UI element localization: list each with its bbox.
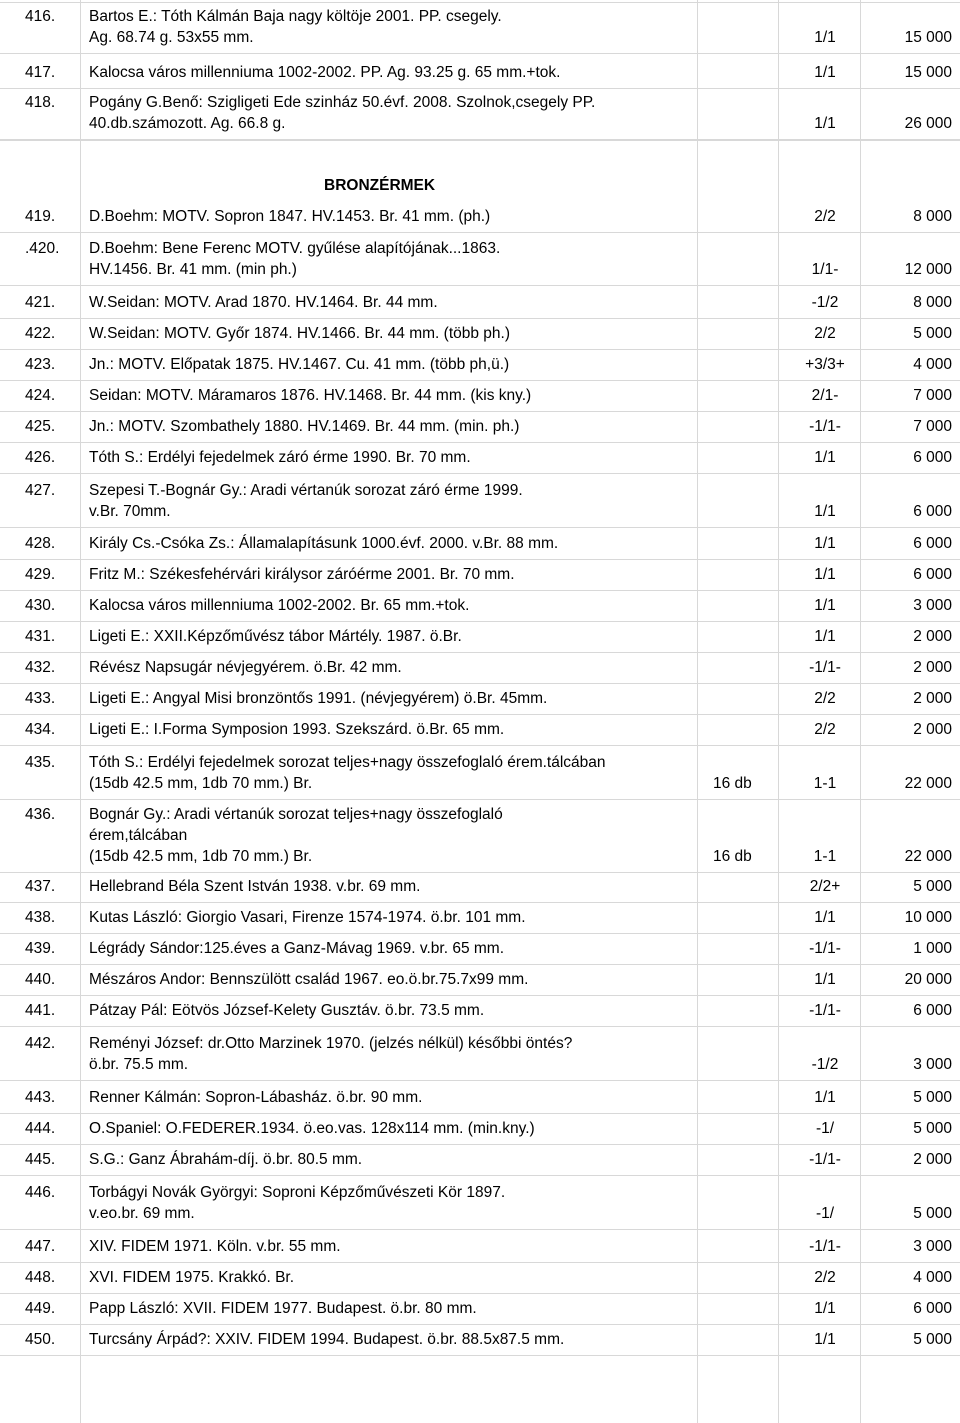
item-description: Tóth S.: Erdélyi fejedelmek sorozat teljes+nagy összefoglaló érem.tálcában xyxy=(89,754,606,771)
item-description: Reményi József: dr.Otto Marzinek 1970. (jelzés nélkül) későbbi öntés? xyxy=(89,1035,573,1052)
item-number: 426. xyxy=(25,449,56,466)
item-price: 6 000 xyxy=(913,566,952,583)
row-divider xyxy=(0,590,960,591)
item-description: Papp László: XVII. FIDEM 1977. Budapest. ö.br. 80 mm. xyxy=(89,1300,477,1317)
item-condition: 1/1 xyxy=(814,64,836,81)
row-divider xyxy=(0,380,960,381)
item-condition: 2/2 xyxy=(814,1269,836,1286)
item-number: 447. xyxy=(25,1238,56,1255)
row-divider xyxy=(0,1324,960,1325)
item-condition: 1/1 xyxy=(814,1331,836,1348)
item-condition: 2/2 xyxy=(814,721,836,738)
row-divider xyxy=(0,621,960,622)
item-number: 445. xyxy=(25,1151,56,1168)
item-price: 2 000 xyxy=(913,659,952,676)
item-description: Pogány G.Benő: Szigligeti Ede szinház 50.évf. 2008. Szolnok,csegely PP. xyxy=(89,94,596,111)
item-price: 8 000 xyxy=(913,294,952,311)
item-number: 421. xyxy=(25,294,56,311)
item-description: W.Seidan: MOTV. Győr 1874. HV.1466. Br. 44 mm. (több ph.) xyxy=(89,325,511,342)
row-divider xyxy=(0,232,960,233)
item-condition: 1/1 xyxy=(814,566,836,583)
item-description: S.G.: Ganz Ábrahám-díj. ö.br. 80.5 mm. xyxy=(89,1151,363,1168)
item-number: 431. xyxy=(25,628,56,645)
item-number: 417. xyxy=(25,64,56,81)
item-price: 2 000 xyxy=(913,690,952,707)
item-price: 2 000 xyxy=(913,1151,952,1168)
row-divider xyxy=(0,139,960,140)
item-description: Kalocsa város millenniuma 1002-2002. PP. Ag. 93.25 g. 65 mm.+tok. xyxy=(89,64,561,81)
item-condition: 2/1- xyxy=(811,387,839,404)
item-description: 40.db.számozott. Ag. 66.8 g. xyxy=(89,115,286,132)
item-condition: 1/1 xyxy=(814,628,836,645)
row-divider xyxy=(0,652,960,653)
item-price: 2 000 xyxy=(913,628,952,645)
item-description: Bognár Gy.: Aradi vértanúk sorozat teljes+nagy összefoglaló xyxy=(89,806,503,823)
item-description: D.Boehm: MOTV. Sopron 1847. HV.1453. Br. 41 mm. (ph.) xyxy=(89,208,491,225)
item-number: 419. xyxy=(25,208,56,225)
item-number: 450. xyxy=(25,1331,56,1348)
item-condition: 1-1 xyxy=(813,775,837,792)
item-price: 7 000 xyxy=(913,387,952,404)
item-number: 436. xyxy=(25,806,56,823)
item-price: 4 000 xyxy=(913,1269,952,1286)
item-condition: 1/1 xyxy=(814,971,836,988)
item-number: 444. xyxy=(25,1120,56,1137)
item-price: 2 000 xyxy=(913,721,952,738)
item-condition: 1/1 xyxy=(814,909,836,926)
item-condition: 1-1 xyxy=(813,848,837,865)
item-description: (15db 42.5 mm, 1db 70 mm.) Br. xyxy=(89,848,313,865)
item-number: 433. xyxy=(25,690,56,707)
row-divider xyxy=(0,1293,960,1294)
item-condition: 2/2+ xyxy=(809,878,841,895)
item-number: 448. xyxy=(25,1269,56,1286)
item-description: D.Boehm: Bene Ferenc MOTV. gyűlése alapítójának...1863. xyxy=(89,240,501,257)
row-divider xyxy=(0,1080,960,1081)
item-description: Kalocsa város millenniuma 1002-2002. Br. 65 mm.+tok. xyxy=(89,597,470,614)
item-number: 439. xyxy=(25,940,56,957)
item-description: O.Spaniel: O.FEDERER.1934. ö.eo.vas. 128x114 mm. (min.kny.) xyxy=(89,1120,535,1137)
item-price: 6 000 xyxy=(913,1300,952,1317)
item-description: Pátzay Pál: Eötvös József-Kelety Gusztáv. ö.br. 73.5 mm. xyxy=(89,1002,485,1019)
item-number: 442. xyxy=(25,1035,56,1052)
item-condition: 1/1 xyxy=(814,1300,836,1317)
row-divider xyxy=(0,88,960,89)
row-divider xyxy=(0,872,960,873)
item-number: 434. xyxy=(25,721,56,738)
item-description: Bartos E.: Tóth Kálmán Baja nagy költöje 2001. PP. csegely. xyxy=(89,8,502,25)
item-description: XIV. FIDEM 1971. Köln. v.br. 55 mm. xyxy=(89,1238,341,1255)
row-divider xyxy=(0,53,960,54)
item-number: 427. xyxy=(25,482,56,499)
item-condition: -1/1- xyxy=(809,1002,841,1019)
item-price: 15 000 xyxy=(904,64,952,81)
item-price: 3 000 xyxy=(913,597,952,614)
item-condition: -1/1- xyxy=(809,940,841,957)
item-number: 425. xyxy=(25,418,56,435)
item-description: Ligeti E.: I.Forma Symposion 1993. Szekszárd. ö.Br. 65 mm. xyxy=(89,721,505,738)
row-divider xyxy=(0,559,960,560)
item-price: 20 000 xyxy=(904,971,952,988)
item-price: 5 000 xyxy=(913,878,952,895)
row-divider xyxy=(0,349,960,350)
item-condition: 1/1 xyxy=(814,597,836,614)
item-description: HV.1456. Br. 41 mm. (min ph.) xyxy=(89,261,297,278)
row-divider xyxy=(0,714,960,715)
item-description: Hellebrand Béla Szent István 1938. v.br. 69 mm. xyxy=(89,878,421,895)
row-divider xyxy=(0,1026,960,1027)
item-condition: 1/1 xyxy=(814,1089,836,1106)
item-description: érem,tálcában xyxy=(89,827,188,844)
item-description: Mészáros Andor: Bennszülött család 1967. eo.ö.br.75.7x99 mm. xyxy=(89,971,529,988)
item-number: 441. xyxy=(25,1002,56,1019)
item-price: 15 000 xyxy=(904,29,952,46)
item-number: 432. xyxy=(25,659,56,676)
row-divider xyxy=(0,285,960,286)
item-description: Seidan: MOTV. Máramaros 1876. HV.1468. Br. 44 mm. (kis kny.) xyxy=(89,387,532,404)
item-number: 428. xyxy=(25,535,56,552)
item-condition: 1/1 xyxy=(814,535,836,552)
row-divider xyxy=(0,527,960,528)
row-divider xyxy=(0,140,960,141)
section-heading: BRONZÉRMEK xyxy=(324,177,436,194)
item-price: 5 000 xyxy=(913,325,952,342)
item-number: 418. xyxy=(25,94,56,111)
item-condition: -1/1- xyxy=(809,659,841,676)
item-description: Szepesi T.-Bognár Gy.: Aradi vértanúk sorozat záró érme 1999. xyxy=(89,482,523,499)
row-divider xyxy=(0,902,960,903)
item-price: 5 000 xyxy=(913,1089,952,1106)
item-price: 3 000 xyxy=(913,1238,952,1255)
item-number: 430. xyxy=(25,597,56,614)
item-condition: -1/ xyxy=(815,1205,835,1222)
item-number: 424. xyxy=(25,387,56,404)
item-description: Turcsány Árpád?: XXIV. FIDEM 1994. Budapest. ö.br. 88.5x87.5 mm. xyxy=(89,1331,565,1348)
row-divider xyxy=(0,411,960,412)
item-description: Légrády Sándor:125.éves a Ganz-Mávag 1969. v.br. 65 mm. xyxy=(89,940,505,957)
row-divider xyxy=(0,442,960,443)
row-divider xyxy=(0,964,960,965)
item-number: 438. xyxy=(25,909,56,926)
row-divider xyxy=(0,473,960,474)
item-number: 443. xyxy=(25,1089,56,1106)
item-description: Kutas László: Giorgio Vasari, Firenze 1574-1974. ö.br. 101 mm. xyxy=(89,909,526,926)
item-description: Király Cs.-Csóka Zs.: Államalapításunk 1000.évf. 2000. v.Br. 88 mm. xyxy=(89,535,559,552)
item-description: XVI. FIDEM 1975. Krakkó. Br. xyxy=(89,1269,295,1286)
item-number: 446. xyxy=(25,1184,56,1201)
item-price: 12 000 xyxy=(904,261,952,278)
item-price: 26 000 xyxy=(904,115,952,132)
item-condition: 1/1 xyxy=(814,115,836,132)
item-description: Révész Napsugár névjegyérem. ö.Br. 42 mm. xyxy=(89,659,402,676)
item-condition: -1/1- xyxy=(809,1151,841,1168)
item-price: 22 000 xyxy=(904,848,952,865)
item-condition: 1/1 xyxy=(814,449,836,466)
item-description: Ag. 68.74 g. 53x55 mm. xyxy=(89,29,254,46)
item-condition: 2/2 xyxy=(814,325,836,342)
item-description: Ligeti E.: Angyal Misi bronzöntős 1991. (névjegyérem) ö.Br. 45mm. xyxy=(89,690,548,707)
column-divider xyxy=(697,0,698,1423)
item-price: 1 000 xyxy=(913,940,952,957)
item-number: 449. xyxy=(25,1300,56,1317)
row-divider xyxy=(0,995,960,996)
item-price: 6 000 xyxy=(913,535,952,552)
item-price: 8 000 xyxy=(913,208,952,225)
item-condition: 1/1 xyxy=(814,29,836,46)
item-condition: 2/2 xyxy=(814,208,836,225)
row-divider xyxy=(0,683,960,684)
item-description: v.eo.br. 69 mm. xyxy=(89,1205,195,1222)
item-description: Fritz M.: Székesfehérvári királysor záróérme 2001. Br. 70 mm. xyxy=(89,566,515,583)
item-description: W.Seidan: MOTV. Arad 1870. HV.1464. Br. 44 mm. xyxy=(89,294,438,311)
item-description: ö.br. 75.5 mm. xyxy=(89,1056,189,1073)
item-number: .420. xyxy=(25,240,60,257)
row-divider xyxy=(0,1229,960,1230)
item-condition: 2/2 xyxy=(814,690,836,707)
item-price: 4 000 xyxy=(913,356,952,373)
item-number: 423. xyxy=(25,356,56,373)
item-price: 10 000 xyxy=(904,909,952,926)
item-description: Renner Kálmán: Sopron-Lábasház. ö.br. 90 mm. xyxy=(89,1089,423,1106)
item-quantity: 16 db xyxy=(713,775,752,792)
row-divider xyxy=(0,2,960,3)
row-divider xyxy=(0,933,960,934)
item-description: Torbágyi Novák Györgyi: Soproni Képzőművészeti Kör 1897. xyxy=(89,1184,506,1201)
item-price: 7 000 xyxy=(913,418,952,435)
row-divider xyxy=(0,1113,960,1114)
item-condition: -1/2 xyxy=(811,294,839,311)
item-price: 5 000 xyxy=(913,1331,952,1348)
item-price: 22 000 xyxy=(904,775,952,792)
row-divider xyxy=(0,1175,960,1176)
item-number: 422. xyxy=(25,325,56,342)
item-quantity: 16 db xyxy=(713,848,752,865)
item-description: (15db 42.5 mm, 1db 70 mm.) Br. xyxy=(89,775,313,792)
item-description: Jn.: MOTV. Szombathely 1880. HV.1469. Br. 44 mm. (min. ph.) xyxy=(89,418,520,435)
item-description: Tóth S.: Erdélyi fejedelmek záró érme 1990. Br. 70 mm. xyxy=(89,449,471,466)
item-condition: -1/2 xyxy=(811,1056,839,1073)
item-price: 5 000 xyxy=(913,1205,952,1222)
row-divider xyxy=(0,318,960,319)
item-price: 3 000 xyxy=(913,1056,952,1073)
column-divider xyxy=(80,0,81,1423)
item-number: 437. xyxy=(25,878,56,895)
item-number: 416. xyxy=(25,8,56,25)
row-divider xyxy=(0,745,960,746)
item-price: 6 000 xyxy=(913,503,952,520)
item-condition: 1/1 xyxy=(814,503,836,520)
item-condition: 1/1- xyxy=(811,261,839,278)
item-condition: -1/1- xyxy=(809,1238,841,1255)
item-price: 6 000 xyxy=(913,1002,952,1019)
item-description: Jn.: MOTV. Előpatak 1875. HV.1467. Cu. 41 mm. (több ph,ü.) xyxy=(89,356,510,373)
item-description: v.Br. 70mm. xyxy=(89,503,171,520)
row-divider xyxy=(0,799,960,800)
item-price: 6 000 xyxy=(913,449,952,466)
item-price: 5 000 xyxy=(913,1120,952,1137)
item-description: Ligeti E.: XXII.Képzőművész tábor Mártély. 1987. ö.Br. xyxy=(89,628,462,645)
item-number: 429. xyxy=(25,566,56,583)
item-condition: -1/1- xyxy=(809,418,841,435)
row-divider xyxy=(0,1262,960,1263)
item-number: 435. xyxy=(25,754,56,771)
item-condition: +3/3+ xyxy=(805,356,845,373)
item-number: 440. xyxy=(25,971,56,988)
item-condition: -1/ xyxy=(815,1120,835,1137)
row-divider xyxy=(0,1355,960,1356)
row-divider xyxy=(0,1144,960,1145)
